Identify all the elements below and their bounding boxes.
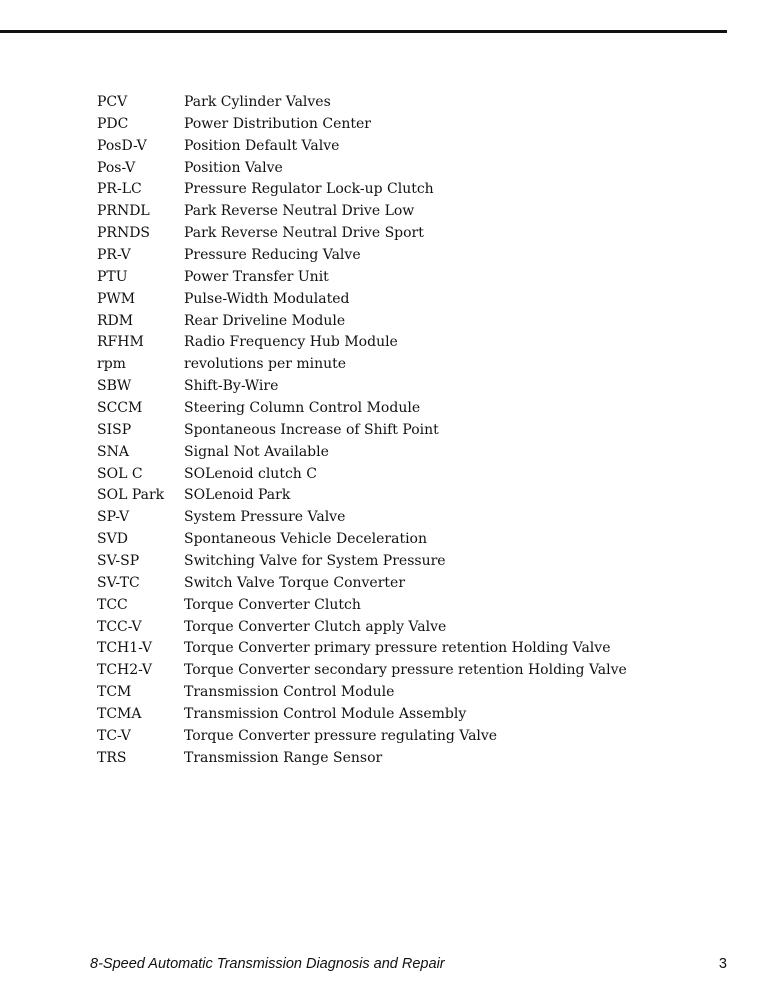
- abbreviation-row: [97, 179, 737, 201]
- abbreviation-definition: Spontaneous Increase of Shift Point: [184, 421, 439, 438]
- abbreviation-term: rpm: [97, 356, 126, 373]
- abbreviation-row: [97, 420, 737, 442]
- abbreviation-term: PTU: [97, 268, 128, 285]
- abbreviation-definition: Torque Converter Clutch apply Valve: [184, 618, 447, 635]
- abbreviation-definition: Switch Valve Torque Converter: [184, 574, 406, 591]
- abbreviation-definition: Power Transfer Unit: [184, 268, 329, 285]
- abbreviation-term: SNA: [97, 443, 129, 460]
- abbreviation-row: [97, 92, 737, 114]
- abbreviation-row: [97, 398, 737, 420]
- abbreviation-row: [97, 507, 737, 529]
- abbreviation-definition: Torque Converter primary pressure retention Holding Valve: [184, 640, 611, 657]
- abbreviation-row: [97, 638, 737, 660]
- abbreviation-term: SOL C: [97, 465, 143, 482]
- abbreviation-definition: SOLenoid Park: [184, 487, 291, 504]
- abbreviation-definition: Radio Frequency Hub Module: [184, 334, 398, 351]
- abbreviation-row: [97, 311, 737, 333]
- abbreviation-definition: Position Valve: [184, 159, 283, 176]
- abbreviation-definition: Park Reverse Neutral Drive Low: [184, 203, 415, 220]
- abbreviation-definition: Pressure Regulator Lock-up Clutch: [184, 181, 434, 198]
- abbreviation-row: [97, 442, 737, 464]
- abbreviation-row: [97, 748, 737, 770]
- abbreviation-definition: Transmission Range Sensor: [184, 749, 383, 766]
- abbreviation-definition: Transmission Control Module Assembly: [184, 706, 467, 723]
- abbreviation-term: SP-V: [97, 509, 130, 526]
- abbreviation-row: [97, 573, 737, 595]
- abbreviation-row: [97, 682, 737, 704]
- abbreviation-term: PR-LC: [97, 181, 142, 198]
- abbreviation-term: PRNDL: [97, 203, 150, 220]
- abbreviation-row: [97, 551, 737, 573]
- abbreviation-row: [97, 704, 737, 726]
- abbreviation-term: TRS: [97, 749, 127, 766]
- abbreviation-definition: SOLenoid clutch C: [184, 465, 317, 482]
- abbreviation-definition: Park Cylinder Valves: [184, 94, 331, 110]
- abbreviation-definition: Transmission Control Module: [184, 684, 395, 701]
- abbreviation-row: [97, 485, 737, 507]
- abbreviation-definition: revolutions per minute: [184, 356, 347, 373]
- abbreviation-term: RDM: [97, 312, 134, 329]
- abbreviation-definition: Steering Column Control Module: [184, 400, 421, 417]
- abbreviation-definition: Torque Converter secondary pressure retention Holding Valve: [184, 662, 627, 679]
- abbreviation-term: SISP: [97, 421, 132, 438]
- abbreviation-definition: Spontaneous Vehicle Deceleration: [184, 531, 427, 548]
- abbreviation-definition: Signal Not Available: [184, 443, 329, 460]
- abbreviation-row: [97, 136, 737, 158]
- abbreviation-row: [97, 464, 737, 486]
- abbreviation-row: [97, 114, 737, 136]
- abbreviation-row: [97, 267, 737, 289]
- abbreviation-definition: Power Distribution Center: [184, 115, 371, 132]
- abbreviation-term: PRNDS: [97, 225, 151, 242]
- abbreviation-row: [97, 595, 737, 617]
- abbreviation-row: [97, 617, 737, 639]
- abbreviation-term: PDC: [97, 115, 129, 132]
- abbreviation-row: [97, 354, 737, 376]
- abbreviation-definition: Rear Driveline Module: [184, 312, 346, 329]
- abbreviation-row: [97, 245, 737, 267]
- abbreviation-term: SOL Park: [97, 487, 165, 504]
- abbreviation-row: [97, 158, 737, 180]
- abbreviation-definition: Position Default Valve: [184, 137, 340, 154]
- abbreviation-term: PWM: [97, 290, 136, 307]
- abbreviation-term: SV-SP: [97, 553, 140, 570]
- abbreviation-term: Pos-V: [97, 159, 136, 176]
- abbreviation-term: SV-TC: [97, 574, 140, 591]
- header-rule: [0, 30, 727, 33]
- abbreviation-row: [97, 529, 737, 551]
- abbreviation-term: TCH1-V: [97, 640, 152, 657]
- abbreviation-term: PCV: [97, 94, 128, 110]
- abbreviation-list: [97, 92, 737, 770]
- abbreviation-definition: Park Reverse Neutral Drive Sport: [184, 225, 424, 242]
- abbreviation-term: TCC-V: [97, 618, 142, 635]
- abbreviation-term: TCH2-V: [97, 662, 152, 679]
- abbreviation-definition: System Pressure Valve: [184, 509, 346, 526]
- abbreviation-row: [97, 201, 737, 223]
- abbreviation-row: [97, 332, 737, 354]
- abbreviation-row: [97, 376, 737, 398]
- abbreviation-row: [97, 660, 737, 682]
- abbreviation-term: SBW: [97, 378, 132, 395]
- abbreviation-term: TCM: [97, 684, 132, 701]
- abbreviation-term: TC-V: [97, 727, 131, 744]
- abbreviation-definition: Torque Converter Clutch: [184, 596, 361, 613]
- abbreviation-term: TCC: [97, 596, 128, 613]
- footer-page-number: 3: [718, 956, 727, 972]
- abbreviation-row: [97, 289, 737, 311]
- abbreviation-term: SCCM: [97, 400, 143, 417]
- abbreviation-definition: Pressure Reducing Valve: [184, 247, 361, 264]
- abbreviation-definition: Torque Converter pressure regulating Valve: [184, 727, 498, 744]
- abbreviation-term: PR-V: [97, 247, 131, 264]
- footer-document-title: 8-Speed Automatic Transmission Diagnosis and Repair: [90, 956, 445, 972]
- abbreviation-definition: Shift-By-Wire: [184, 378, 279, 395]
- abbreviation-row: [97, 223, 737, 245]
- abbreviation-definition: Switching Valve for System Pressure: [184, 553, 446, 570]
- abbreviation-term: RFHM: [97, 334, 144, 351]
- abbreviation-term: SVD: [97, 531, 128, 548]
- abbreviation-term: TCMA: [97, 706, 142, 723]
- abbreviation-term: PosD-V: [97, 137, 147, 154]
- abbreviation-row: [97, 726, 737, 748]
- abbreviation-definition: Pulse-Width Modulated: [184, 290, 350, 307]
